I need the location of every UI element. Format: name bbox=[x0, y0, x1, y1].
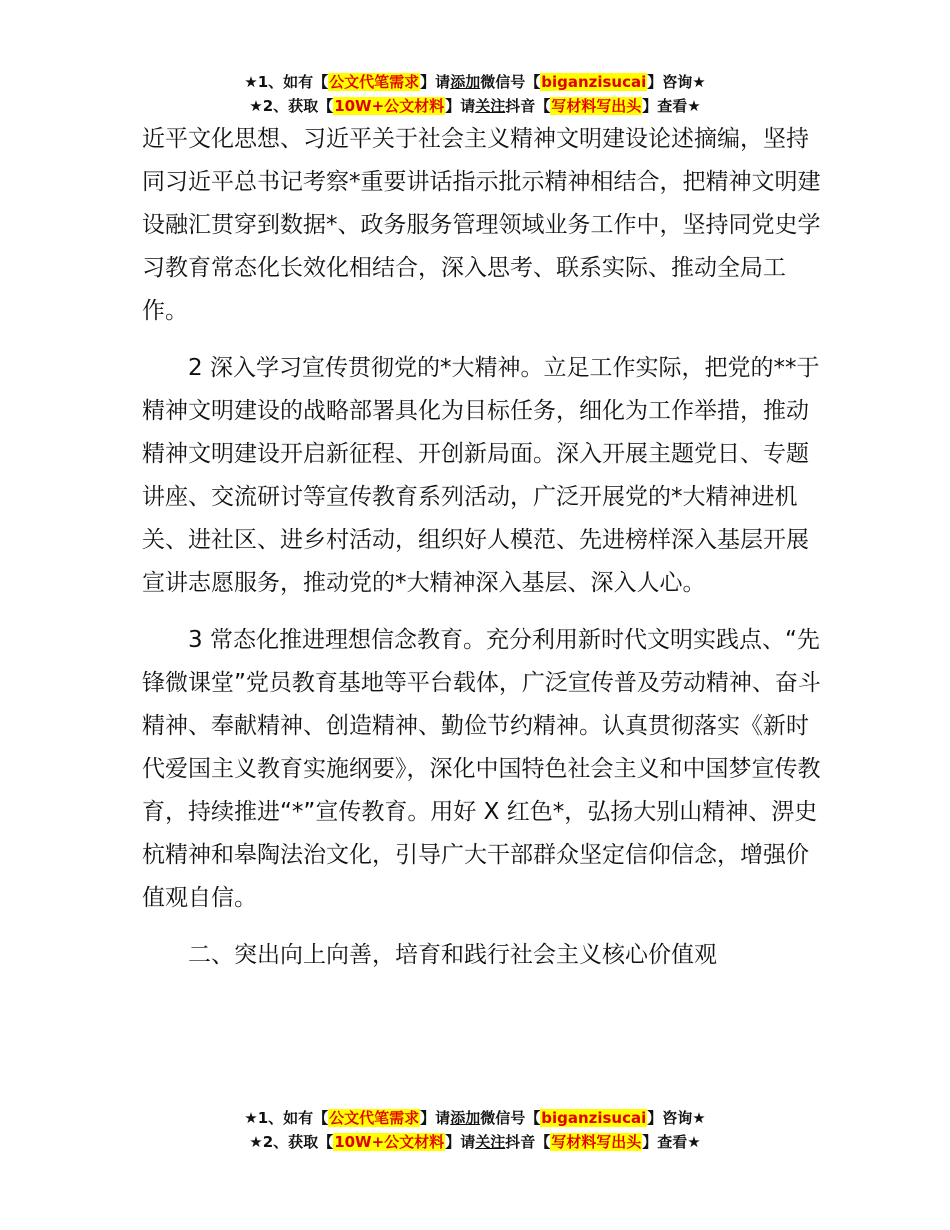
header-banner bbox=[0, 70, 950, 118]
footer-line-2-highlight-douyin: 写材料写出头 bbox=[551, 1133, 642, 1151]
footer-line-2-suffix: 】查看★ bbox=[642, 1133, 701, 1151]
header-line-2-highlight-materials: 10W+公文材料 bbox=[334, 97, 445, 115]
header-line-2-underlined: 关注 bbox=[475, 97, 506, 115]
header-line-1-highlight-wechat: biganzisucai bbox=[541, 73, 647, 91]
header-line-1-highlight-service: 公文代笔需求 bbox=[329, 73, 420, 91]
footer-line-1-text-2: 微信号【 bbox=[480, 1109, 541, 1127]
footer-line-2-prefix: ★2、获取【 bbox=[249, 1133, 334, 1151]
paragraph-item-2: 2 深入学习宣传贯彻党的*大精神。立足工作实际，把党的**于精神文明建设的战略部署具化为目标任务，细化为工作举措，推动精神文明建设开启新征程、开创新局面。深入开展主题党日、专题讲座、交流研讨等宣传教育系列活动，广泛开展党的*大精神进机关、进社区、进乡村活动，组织好人模范、先进榜样深入基层开展宣讲志愿服务，推动党的*大精神深入基层、深入人心。 bbox=[142, 355, 820, 596]
footer-line-2-underlined: 关注 bbox=[475, 1133, 506, 1151]
header-line-2-suffix: 】查看★ bbox=[642, 97, 701, 115]
footer-line-1-highlight-wechat: biganzisucai bbox=[541, 1109, 647, 1127]
footer-banner bbox=[0, 1106, 950, 1154]
footer-line-2-highlight-materials: 10W+公文材料 bbox=[334, 1133, 445, 1151]
footer-line-1-prefix: ★1、如有【 bbox=[244, 1109, 329, 1127]
paragraph-continuation: 近平文化思想、习近平关于社会主义精神文明建设论述摘编，坚持同习近平总书记考察*重要讲话指示批示精神相结合，把精神文明建设融汇贯穿到数据*、政务服务管理领域业务工作中，坚持同党史学习教育常态化长效化相结合，深入思考、联系实际、推动全局工作。 bbox=[142, 126, 821, 324]
footer-line-2-text-2: 抖音【 bbox=[505, 1133, 551, 1151]
header-line-1 bbox=[0, 70, 950, 94]
header-line-1-prefix: ★1、如有【 bbox=[244, 73, 329, 91]
footer-line-2-text: 】请 bbox=[445, 1133, 476, 1151]
header-line-2-prefix: ★2、获取【 bbox=[249, 97, 334, 115]
footer-line-1-underlined: 添加 bbox=[450, 1109, 481, 1127]
header-line-2 bbox=[0, 94, 950, 118]
header-line-2-highlight-douyin: 写材料写出头 bbox=[551, 97, 642, 115]
header-line-1-text: 】请 bbox=[420, 73, 451, 91]
header-line-1-suffix: 】咨询★ bbox=[647, 73, 706, 91]
footer-line-1-suffix: 】咨询★ bbox=[647, 1109, 706, 1127]
header-line-1-underlined: 添加 bbox=[450, 73, 481, 91]
section-heading-2: 二、突出向上向善，培育和践行社会主义核心价值观 bbox=[188, 942, 717, 968]
header-line-2-text-2: 抖音【 bbox=[505, 97, 551, 115]
footer-line-2 bbox=[0, 1130, 950, 1154]
footer-line-1-text: 】请 bbox=[420, 1109, 451, 1127]
header-line-2-text: 】请 bbox=[445, 97, 476, 115]
paragraph-item-3: 3 常态化推进理想信念教育。充分利用新时代文明实践点、“先锋微课堂”党员教育基地等平台载体，广泛宣传普及劳动精神、奋斗精神、奉献精神、创造精神、勤俭节约精神。认真贯彻落实《新时代爱国主义教育实施纲要》，深化中国特色社会主义和中国梦宣传教育，持续推进“*”宣传教育。用好 X 红色*，弘扬大别山精神、淠史杭精神和皋陶法治文化，引导广大干部群众坚定信仰信念，增强价值观自信。 bbox=[142, 627, 821, 911]
document-body bbox=[142, 118, 822, 991]
header-line-1-text-2: 微信号【 bbox=[480, 73, 541, 91]
footer-line-1-highlight-service: 公文代笔需求 bbox=[329, 1109, 420, 1127]
footer-line-1 bbox=[0, 1106, 950, 1130]
